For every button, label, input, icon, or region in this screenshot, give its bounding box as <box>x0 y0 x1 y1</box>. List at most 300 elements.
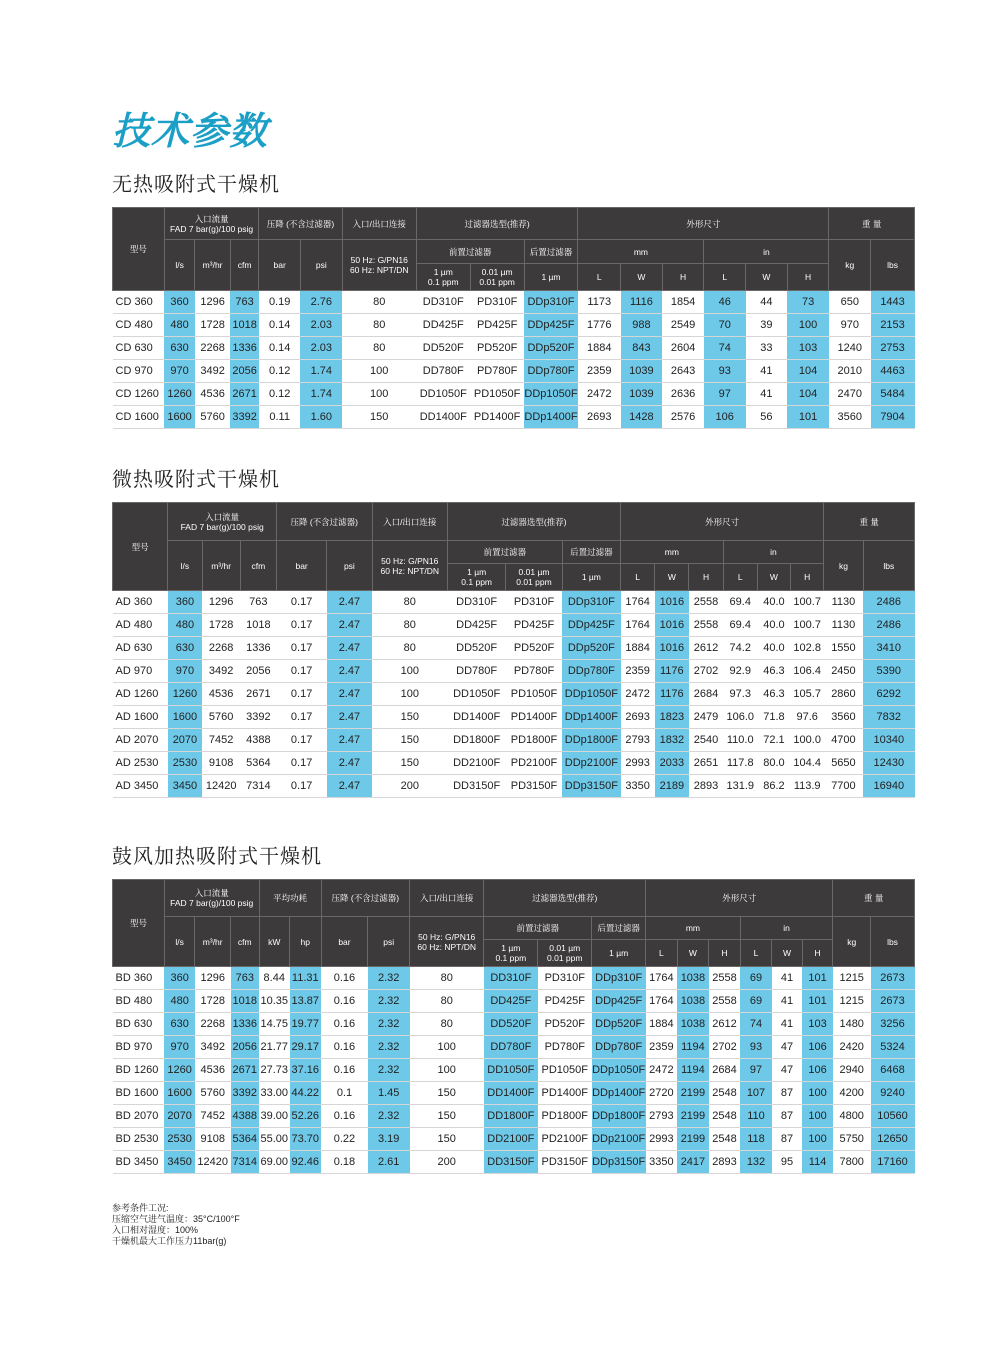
table-cell: 4800 <box>833 1105 871 1128</box>
table-cell: 1600 <box>164 1082 195 1105</box>
table-cell: 5750 <box>833 1128 871 1151</box>
table-cell: DD2100F <box>447 752 505 775</box>
table-cell: 97 <box>704 383 746 406</box>
table-cell: 106 <box>704 406 746 429</box>
table-cell: 0.17 <box>276 660 326 683</box>
table-cell: 1296 <box>195 291 231 314</box>
table-cell: 1884 <box>646 1013 678 1036</box>
table-row <box>113 637 915 660</box>
table-cell: 47 <box>772 1059 803 1082</box>
model-cell: AD 2530 <box>113 752 168 775</box>
table-cell: 16940 <box>863 775 914 798</box>
hdr-lbs: lbs <box>871 240 915 291</box>
table-row <box>113 967 915 990</box>
table-cell: 92.46 <box>290 1151 322 1174</box>
table-cell: 1728 <box>195 314 231 337</box>
table-row <box>113 383 915 406</box>
table-cell: 3392 <box>230 406 258 429</box>
table-cell: 71.8 <box>757 706 790 729</box>
table-cell: 106 <box>802 1059 833 1082</box>
table-cell: 4200 <box>833 1082 871 1105</box>
table-cell: 74.2 <box>723 637 757 660</box>
hdr-mm-w: W <box>621 264 663 291</box>
table-cell: 2359 <box>621 660 655 683</box>
table-cell: 114 <box>802 1151 833 1174</box>
table-cell: 3560 <box>824 706 863 729</box>
hdr-psi: psi <box>300 240 342 291</box>
hdr-dims: 外形尺寸 <box>646 880 833 917</box>
table-cell: 3492 <box>195 360 231 383</box>
footnotes <box>112 1203 240 1247</box>
table-cell: 2530 <box>168 752 202 775</box>
table-cell: 2720 <box>646 1082 678 1105</box>
table-cell: 0.11 <box>259 406 301 429</box>
table-cell: 2359 <box>646 1036 678 1059</box>
hdr-lbs: lbs <box>871 917 915 967</box>
hdr-lbs: lbs <box>863 541 914 591</box>
table-cell: 19.77 <box>290 1013 322 1036</box>
model-cell: AD 360 <box>113 591 168 614</box>
hdr-flow: 入口流量 FAD 7 bar(g)/100 psig <box>164 208 259 240</box>
note-line: 干燥机最大工作压力11bar(g) <box>112 1236 227 1246</box>
hdr-bar: bar <box>259 240 301 291</box>
table-cell: 5650 <box>824 752 863 775</box>
table-cell: 12430 <box>863 752 914 775</box>
table-cell: 2420 <box>833 1036 871 1059</box>
table-cell: 3560 <box>829 406 871 429</box>
table-row <box>113 683 915 706</box>
table-cell: PD520F <box>538 1013 592 1036</box>
table-cell: 2548 <box>709 1082 741 1105</box>
table-cell: 2993 <box>646 1128 678 1151</box>
table-cell: 3492 <box>195 1036 231 1059</box>
hdr-bar: bar <box>276 541 326 591</box>
table-cell: 0.12 <box>259 360 301 383</box>
table-cell: 2693 <box>578 406 621 429</box>
table-cell: DD425F <box>416 314 470 337</box>
table-cell: 44.22 <box>290 1082 322 1105</box>
table-cell: DD1400F <box>484 1082 538 1105</box>
hdr-f1: 1 µm 0.1 ppm <box>484 940 538 967</box>
table-cell: 73 <box>787 291 829 314</box>
table-cell: 0.17 <box>276 683 326 706</box>
table-cell: 11.31 <box>290 967 322 990</box>
table-cell: 100 <box>342 360 416 383</box>
table-cell: 0.16 <box>321 990 368 1013</box>
table-cell: 100 <box>342 383 416 406</box>
table-cell: 2189 <box>655 775 689 798</box>
section-title-ad: 微热吸附式干燥机 <box>112 469 280 491</box>
table-cell: 5760 <box>195 406 231 429</box>
table-row <box>113 591 915 614</box>
table-cell: 2470 <box>829 383 871 406</box>
hdr-kg: kg <box>833 917 871 967</box>
spec-table-ad <box>112 502 915 798</box>
table-cell: 33.00 <box>259 1082 290 1105</box>
table-cell: 3350 <box>646 1151 678 1174</box>
table-row <box>113 360 915 383</box>
hdr-mm-l: L <box>646 940 678 967</box>
table-row <box>113 406 915 429</box>
hdr-f1: 1 µm 0.1 ppm <box>447 564 505 591</box>
table-cell: 100.7 <box>791 614 824 637</box>
table-row <box>113 1059 915 1082</box>
hdr-in: in <box>704 240 829 264</box>
table-cell: DDp780F <box>562 660 620 683</box>
table-cell: 29.17 <box>290 1036 322 1059</box>
model-cell: CD 1600 <box>113 406 165 429</box>
table-cell: 3392 <box>240 706 276 729</box>
hdr-bar: bar <box>321 917 368 967</box>
table-cell: 106 <box>802 1036 833 1059</box>
table-cell: 970 <box>829 314 871 337</box>
table-cell: 0.22 <box>321 1128 368 1151</box>
section-title-cd: 无热吸附式干燥机 <box>112 174 280 196</box>
table-cell: 1776 <box>578 314 621 337</box>
table-cell: 7800 <box>833 1151 871 1174</box>
table-cell: 1764 <box>646 990 678 1013</box>
table-cell: 2486 <box>863 591 914 614</box>
table-cell: 150 <box>342 406 416 429</box>
table-cell: PD780F <box>506 660 562 683</box>
table-cell: 101 <box>802 990 833 1013</box>
table-cell: 3410 <box>863 637 914 660</box>
model-cell: BD 3450 <box>113 1151 165 1174</box>
table-cell: 102.8 <box>791 637 824 660</box>
table-cell: 200 <box>410 1151 484 1174</box>
table-cell: PD3150F <box>506 775 562 798</box>
table-cell: 150 <box>372 752 447 775</box>
hdr-in-w: W <box>772 940 803 967</box>
table-cell: 39.00 <box>259 1105 290 1128</box>
table-cell: 2673 <box>871 967 915 990</box>
table-cell: 1764 <box>646 967 678 990</box>
table-cell: 1116 <box>621 291 663 314</box>
table-cell: DD310F <box>447 591 505 614</box>
table-cell: 1884 <box>578 337 621 360</box>
table-cell: 2.47 <box>327 660 372 683</box>
hdr-conn: 入口/出口连接 <box>410 880 484 917</box>
table-cell: 1.60 <box>300 406 342 429</box>
hdr-model: 型号 <box>113 880 165 967</box>
table-cell: 0.17 <box>276 614 326 637</box>
table-row <box>113 1036 915 1059</box>
table-cell: 1194 <box>677 1036 709 1059</box>
table-cell: 5390 <box>863 660 914 683</box>
table-cell: 80 <box>342 291 416 314</box>
table-cell: DDp520F <box>562 637 620 660</box>
table-cell: 1215 <box>833 967 871 990</box>
table-cell: 2.47 <box>327 591 372 614</box>
hdr-cfm: cfm <box>231 917 259 967</box>
table-cell: 70 <box>704 314 746 337</box>
table-cell: 2793 <box>646 1105 678 1128</box>
table-cell: 4388 <box>240 729 276 752</box>
table-cell: 2450 <box>824 660 863 683</box>
table-cell: 0.16 <box>321 967 368 990</box>
hdr-in-l: L <box>704 264 746 291</box>
table-cell: DDp425F <box>562 614 620 637</box>
table-cell: 56 <box>746 406 788 429</box>
table-cell: 2540 <box>689 729 723 752</box>
table-cell: 87 <box>772 1128 803 1151</box>
table-cell: 2070 <box>164 1105 195 1128</box>
table-cell: 2.32 <box>368 990 410 1013</box>
table-cell: 1215 <box>833 990 871 1013</box>
table-cell: PD310F <box>538 967 592 990</box>
table-cell: 1480 <box>833 1013 871 1036</box>
table-cell: 100 <box>410 1036 484 1059</box>
table-cell: DD780F <box>416 360 470 383</box>
table-cell: 69 <box>740 990 772 1013</box>
table-cell: 41 <box>772 1013 803 1036</box>
table-cell: 2684 <box>689 683 723 706</box>
table-cell: DD425F <box>484 990 538 1013</box>
table-cell: DDp425F <box>592 990 646 1013</box>
table-cell: 87 <box>772 1082 803 1105</box>
table-cell: 2.03 <box>300 337 342 360</box>
table-cell: 1296 <box>202 591 240 614</box>
table-cell: DDp1400F <box>524 406 578 429</box>
table-cell: 2530 <box>164 1128 195 1151</box>
hdr-model: 型号 <box>113 208 165 291</box>
table-cell: 106.0 <box>723 706 757 729</box>
table-cell: 27.73 <box>259 1059 290 1082</box>
hdr-filter: 过滤器选型(推荐) <box>484 880 646 917</box>
hdr-mm: mm <box>646 917 741 940</box>
table-cell: 1260 <box>164 383 194 406</box>
hdr-mm-w: W <box>677 940 709 967</box>
table-cell: 2893 <box>689 775 723 798</box>
table-cell: 1728 <box>202 614 240 637</box>
table-cell: 72.1 <box>757 729 790 752</box>
note-line: 压缩空气进气温度：35°C/100°F <box>112 1214 240 1224</box>
table-cell: 103 <box>802 1013 833 1036</box>
hdr-in-l: L <box>740 940 772 967</box>
table-cell: DDp3150F <box>562 775 620 798</box>
table-cell: 2753 <box>871 337 915 360</box>
hdr-post-filter: 后置过滤器 <box>592 917 646 940</box>
table-cell: 4536 <box>202 683 240 706</box>
table-cell: 41 <box>772 990 803 1013</box>
table-cell: 100 <box>372 683 447 706</box>
model-cell: AD 480 <box>113 614 168 637</box>
model-cell: AD 630 <box>113 637 168 660</box>
table-cell: DD1050F <box>416 383 470 406</box>
hdr-mm-h: H <box>662 264 704 291</box>
table-cell: 2268 <box>202 637 240 660</box>
table-cell: 1336 <box>240 637 276 660</box>
hdr-in-l: L <box>723 564 757 591</box>
hdr-kg: kg <box>829 240 871 291</box>
table-cell: 150 <box>410 1128 484 1151</box>
table-cell: 1443 <box>871 291 915 314</box>
table-cell: 2.32 <box>368 1105 410 1128</box>
table-cell: 3450 <box>168 775 202 798</box>
table-cell: 5364 <box>240 752 276 775</box>
table-cell: 0.17 <box>276 775 326 798</box>
table-cell: 1039 <box>621 360 663 383</box>
table-cell: 970 <box>164 360 194 383</box>
table-cell: 33 <box>746 337 788 360</box>
hdr-f3: 1 µm <box>562 564 620 591</box>
hdr-post-filter: 后置过滤器 <box>524 240 578 264</box>
table-cell: DDp1800F <box>592 1105 646 1128</box>
table-cell: 1018 <box>240 614 276 637</box>
table-cell: DD1050F <box>447 683 505 706</box>
table-cell: 2558 <box>689 591 723 614</box>
table-cell: DD1800F <box>484 1105 538 1128</box>
table-cell: 100 <box>802 1082 833 1105</box>
table-cell: 2793 <box>621 729 655 752</box>
table-cell: 5324 <box>871 1036 915 1059</box>
table-cell: DD780F <box>447 660 505 683</box>
hdr-mm-h: H <box>709 940 741 967</box>
table-cell: 0.16 <box>321 1036 368 1059</box>
table-cell: 2671 <box>230 383 258 406</box>
table-cell: DD1800F <box>447 729 505 752</box>
table-cell: 2033 <box>655 752 689 775</box>
table-cell: 10340 <box>863 729 914 752</box>
table-cell: 80 <box>342 314 416 337</box>
table-cell: 2612 <box>689 637 723 660</box>
table-cell: 80.0 <box>757 752 790 775</box>
table-cell: 480 <box>164 990 195 1013</box>
table-cell: DDp310F <box>562 591 620 614</box>
table-cell: 4700 <box>824 729 863 752</box>
table-cell: 763 <box>230 291 258 314</box>
table-cell: 150 <box>410 1082 484 1105</box>
table-cell: 2684 <box>709 1059 741 1082</box>
table-cell: 1.74 <box>300 360 342 383</box>
table-cell: 97.6 <box>791 706 824 729</box>
hdr-dims: 外形尺寸 <box>621 503 824 541</box>
hdr-filter: 过滤器选型(推荐) <box>416 208 578 240</box>
table-cell: 1176 <box>655 660 689 683</box>
table-cell: 93 <box>740 1036 772 1059</box>
table-cell: 630 <box>164 337 194 360</box>
table-cell: 0.14 <box>259 314 301 337</box>
table-cell: 2643 <box>662 360 704 383</box>
table-cell: 117.8 <box>723 752 757 775</box>
table-cell: 0.16 <box>321 1059 368 1082</box>
table-cell: 2359 <box>578 360 621 383</box>
table-cell: DDp310F <box>592 967 646 990</box>
table-cell: 92.9 <box>723 660 757 683</box>
table-cell: 2673 <box>871 990 915 1013</box>
table-cell: 55.00 <box>259 1128 290 1151</box>
table-cell: 6468 <box>871 1059 915 1082</box>
spec-table-cd <box>112 207 915 429</box>
table-cell: 763 <box>231 967 259 990</box>
table-cell: 5364 <box>231 1128 259 1151</box>
table-cell: 8.44 <box>259 967 290 990</box>
table-cell: 2056 <box>230 360 258 383</box>
table-cell: 2056 <box>240 660 276 683</box>
table-cell: 2153 <box>871 314 915 337</box>
table-cell: PD780F <box>538 1036 592 1059</box>
table-cell: 7832 <box>863 706 914 729</box>
table-cell: 5484 <box>871 383 915 406</box>
hdr-in-h: H <box>802 940 833 967</box>
table-cell: 2860 <box>824 683 863 706</box>
table-cell: 46 <box>704 291 746 314</box>
table-cell: 0.17 <box>276 637 326 660</box>
table-cell: 100.7 <box>791 591 824 614</box>
table-cell: 69.00 <box>259 1151 290 1174</box>
table-cell: 86.2 <box>757 775 790 798</box>
hdr-pre-filter: 前置过滤器 <box>484 917 592 940</box>
table-cell: 2.32 <box>368 967 410 990</box>
hdr-weight: 重 量 <box>833 880 915 917</box>
hdr-psi: psi <box>327 541 372 591</box>
table-cell: 40.0 <box>757 637 790 660</box>
table-cell: 10.35 <box>259 990 290 1013</box>
table-cell: 1016 <box>655 614 689 637</box>
hdr-conn-std: 50 Hz: G/PN16 60 Hz: NPT/DN <box>372 541 447 591</box>
table-cell: 2268 <box>195 1013 231 1036</box>
table-cell: 2.47 <box>327 637 372 660</box>
table-cell: 1038 <box>677 967 709 990</box>
hdr-flow: 入口流量 FAD 7 bar(g)/100 psig <box>164 880 259 917</box>
hdr-f2: 0.01 µm 0.01 ppm <box>506 564 562 591</box>
table-cell: 360 <box>164 967 195 990</box>
table-cell: 2417 <box>677 1151 709 1174</box>
table-cell: 480 <box>168 614 202 637</box>
table-cell: 1260 <box>168 683 202 706</box>
table-cell: 95 <box>772 1151 803 1174</box>
table-cell: 132 <box>740 1151 772 1174</box>
table-cell: 2604 <box>662 337 704 360</box>
table-row <box>113 752 915 775</box>
hdr-m3hr: m³/hr <box>202 541 240 591</box>
table-cell: 17160 <box>871 1151 915 1174</box>
table-cell: 100.0 <box>791 729 824 752</box>
table-cell: 2.03 <box>300 314 342 337</box>
hdr-in-h: H <box>787 264 829 291</box>
table-cell: 1854 <box>662 291 704 314</box>
table-cell: 6292 <box>863 683 914 706</box>
table-cell: 13.87 <box>290 990 322 1013</box>
hdr-m3hr: m³/hr <box>195 917 231 967</box>
hdr-dims: 外形尺寸 <box>578 208 829 240</box>
table-cell: DD780F <box>484 1036 538 1059</box>
table-cell: 1.45 <box>368 1082 410 1105</box>
table-cell: 46.3 <box>757 683 790 706</box>
table-cell: 2479 <box>689 706 723 729</box>
hdr-conn-std: 50 Hz: G/PN16 60 Hz: NPT/DN <box>342 240 416 291</box>
table-cell: 4463 <box>871 360 915 383</box>
hdr-pre-filter: 前置过滤器 <box>416 240 524 264</box>
table-cell: 2636 <box>662 383 704 406</box>
table-cell: 101 <box>787 406 829 429</box>
table-row <box>113 990 915 1013</box>
table-cell: 360 <box>168 591 202 614</box>
table-cell: PD1800F <box>538 1105 592 1128</box>
table-cell: 2.61 <box>368 1151 410 1174</box>
table-cell: DDp520F <box>592 1013 646 1036</box>
table-cell: 1600 <box>164 406 194 429</box>
hdr-hp: hp <box>290 917 322 967</box>
table-row <box>113 314 915 337</box>
table-cell: DD1400F <box>447 706 505 729</box>
model-cell: AD 3450 <box>113 775 168 798</box>
model-cell: AD 2070 <box>113 729 168 752</box>
table-cell: PD2100F <box>506 752 562 775</box>
table-cell: 2693 <box>621 706 655 729</box>
table-cell: 1018 <box>230 314 258 337</box>
hdr-mm-l: L <box>578 264 621 291</box>
